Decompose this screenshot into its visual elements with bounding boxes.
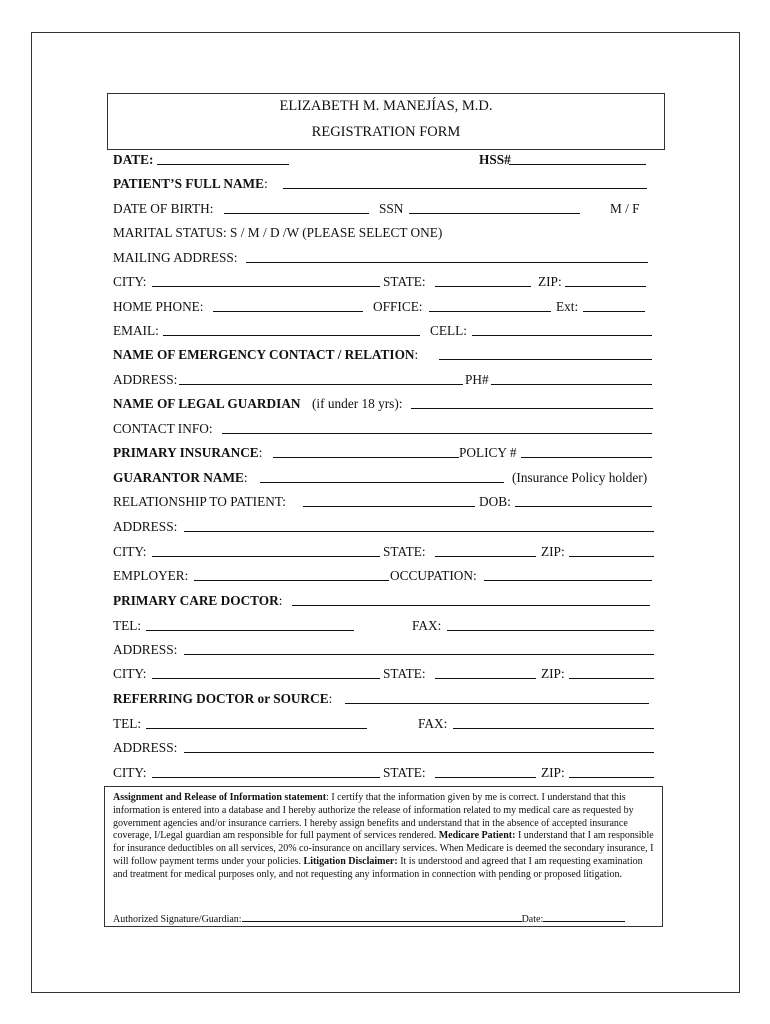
office-label: OFFICE:: [373, 299, 423, 314]
city-field[interactable]: [152, 274, 380, 287]
hss-field[interactable]: [509, 152, 646, 165]
zip-label-2: ZIP:: [541, 544, 565, 559]
city-label: CITY:: [113, 274, 147, 289]
contact-info-label: CONTACT INFO:: [113, 421, 213, 436]
guarantor-dob-label: DOB:: [479, 494, 511, 509]
ref-address-field[interactable]: [184, 740, 654, 753]
city-label-4: CITY:: [113, 765, 147, 780]
primary-insurance-label: PRIMARY INSURANCE: [113, 445, 259, 460]
ref-tel-field[interactable]: [146, 716, 367, 729]
referring-doctor-field[interactable]: [345, 691, 649, 704]
doctor-name: ELIZABETH M. MANEJÍAS, M.D.: [279, 98, 493, 114]
insurance-holder-note: (Insurance Policy holder): [512, 470, 648, 485]
primary-care-doctor-label: PRIMARY CARE DOCTOR: [113, 593, 279, 608]
patient-name-label: PATIENT’S FULL NAME: [113, 176, 264, 191]
signature-date-label: Date:: [521, 914, 544, 925]
date-field[interactable]: [157, 152, 289, 165]
emergency-address-label: ADDRESS:: [113, 372, 178, 387]
employer-field[interactable]: [194, 568, 389, 581]
primary-insurance-field[interactable]: [273, 445, 459, 458]
pcp-address-label: ADDRESS:: [113, 642, 178, 657]
form-title: REGISTRATION FORM: [311, 124, 461, 140]
signature-field[interactable]: [242, 912, 522, 922]
litigation-text: It is understood and agreed that I am requesting examination and treatment for medical purposes only, and not requesting any information in connection with pending or proposed litigation.: [113, 855, 643, 880]
state-label: STATE:: [383, 274, 426, 289]
employer-label: EMPLOYER:: [113, 568, 189, 583]
email-label: EMAIL:: [113, 323, 159, 338]
zip-label-3: ZIP:: [541, 666, 565, 681]
city-field-3[interactable]: [152, 666, 380, 679]
legal-guardian-field[interactable]: [411, 396, 653, 409]
marital-status[interactable]: MARITAL STATUS: S / M / D /W (PLEASE SELECT ONE): [113, 225, 443, 240]
city-label-3: CITY:: [113, 666, 147, 681]
occupation-field[interactable]: [484, 568, 652, 581]
pcp-fax-label: FAX:: [412, 618, 442, 633]
ext-label: Ext:: [556, 299, 579, 314]
state-label-3: STATE:: [383, 666, 426, 681]
emergency-contact-field[interactable]: [439, 347, 652, 360]
email-field[interactable]: [163, 323, 420, 336]
signature-label: Authorized Signature/Guardian:: [113, 914, 242, 925]
assignment-text: : I certify that the information given by me is correct. I understand that this information is entered into a database and I hereby authorize the release of information related to my medical care as requested by government agencies and/or insurance carriers. I hereby assign benefits and understand that in the absence of accepted insurance coverage, I/Legal guardian am responsible for full payment of services rendered.: [113, 792, 634, 842]
city-field-2[interactable]: [152, 544, 380, 557]
state-field[interactable]: [435, 274, 531, 287]
relationship-label: RELATIONSHIP TO PATIENT:: [113, 494, 286, 509]
home-phone-label: HOME PHONE:: [113, 299, 204, 314]
policy-field[interactable]: [521, 445, 652, 458]
ref-fax-label: FAX:: [418, 716, 448, 731]
ref-address-label: ADDRESS:: [113, 740, 178, 755]
dob-field[interactable]: [224, 201, 369, 214]
ph-field[interactable]: [491, 372, 652, 385]
guarantor-address-field[interactable]: [184, 519, 654, 532]
emergency-address-field[interactable]: [179, 372, 463, 385]
medicare-title: Medicare Patient:: [438, 830, 516, 842]
form-header: [107, 93, 665, 150]
relationship-field[interactable]: [303, 494, 475, 507]
consent-statement-box: [104, 786, 663, 927]
ref-tel-label: TEL:: [113, 716, 142, 731]
pcp-fax-field[interactable]: [447, 618, 654, 631]
state-field-4[interactable]: [435, 765, 536, 778]
state-label-2: STATE:: [383, 544, 426, 559]
zip-field-4[interactable]: [569, 765, 654, 778]
assignment-title: Assignment and Release of Information statement: [113, 792, 327, 803]
emergency-contact-label: NAME OF EMERGENCY CONTACT / RELATION: [113, 347, 415, 362]
cell-field[interactable]: [472, 323, 652, 336]
mailing-address-field[interactable]: [246, 250, 648, 263]
litigation-title: Litigation Disclaimer:: [303, 855, 398, 867]
state-label-4: STATE:: [383, 765, 426, 780]
ssn-label: SSN: [379, 201, 404, 216]
pcp-address-field[interactable]: [184, 642, 654, 655]
occupation-label: OCCUPATION:: [390, 568, 477, 583]
contact-info-field[interactable]: [222, 421, 652, 434]
ph-label: PH#: [465, 372, 489, 387]
guarantor-field[interactable]: [260, 470, 504, 483]
guarantor-label: GUARANTOR NAME: [113, 470, 244, 485]
state-field-2[interactable]: [435, 544, 536, 557]
referring-doctor-label: REFERRING DOCTOR or SOURCE: [113, 691, 329, 706]
legal-guardian-label: NAME OF LEGAL GUARDIAN: [113, 396, 301, 411]
signature-date-field[interactable]: [543, 912, 625, 922]
medicare-text: I understand that I am responsible for insurance deductibles on all services, 20% co-insurance on ancillary services. When Medicare is deemed the secondary insurance, I will follow payment terms under your policies.: [113, 830, 654, 867]
office-field[interactable]: [429, 299, 551, 312]
zip-label: ZIP:: [538, 274, 562, 289]
state-field-3[interactable]: [435, 666, 536, 679]
primary-care-doctor-field[interactable]: [292, 593, 650, 606]
signature-line: [113, 912, 625, 927]
ref-fax-field[interactable]: [453, 716, 654, 729]
consent-statement-text: [113, 792, 657, 882]
sex-options[interactable]: M / F: [610, 201, 640, 216]
guarantor-dob-field[interactable]: [515, 494, 652, 507]
city-field-4[interactable]: [152, 765, 380, 778]
ext-field[interactable]: [583, 299, 645, 312]
patient-name-field[interactable]: [283, 176, 647, 189]
pcp-tel-field[interactable]: [146, 618, 354, 631]
zip-field[interactable]: [565, 274, 646, 287]
hss-label: HSS#: [479, 152, 511, 167]
pcp-tel-label: TEL:: [113, 618, 142, 633]
guarantor-address-label: ADDRESS:: [113, 519, 178, 534]
ssn-field[interactable]: [409, 201, 580, 214]
city-label-2: CITY:: [113, 544, 147, 559]
mailing-address-label: MAILING ADDRESS:: [113, 250, 238, 265]
date-label: DATE:: [113, 152, 154, 167]
zip-label-4: ZIP:: [541, 765, 565, 780]
home-phone-field[interactable]: [213, 299, 363, 312]
zip-field-2[interactable]: [569, 544, 654, 557]
zip-field-3[interactable]: [569, 666, 654, 679]
dob-label: DATE OF BIRTH:: [113, 201, 214, 216]
cell-label: CELL:: [430, 323, 467, 338]
legal-guardian-note: (if under 18 yrs):: [312, 396, 403, 411]
policy-label: POLICY #: [459, 445, 517, 460]
